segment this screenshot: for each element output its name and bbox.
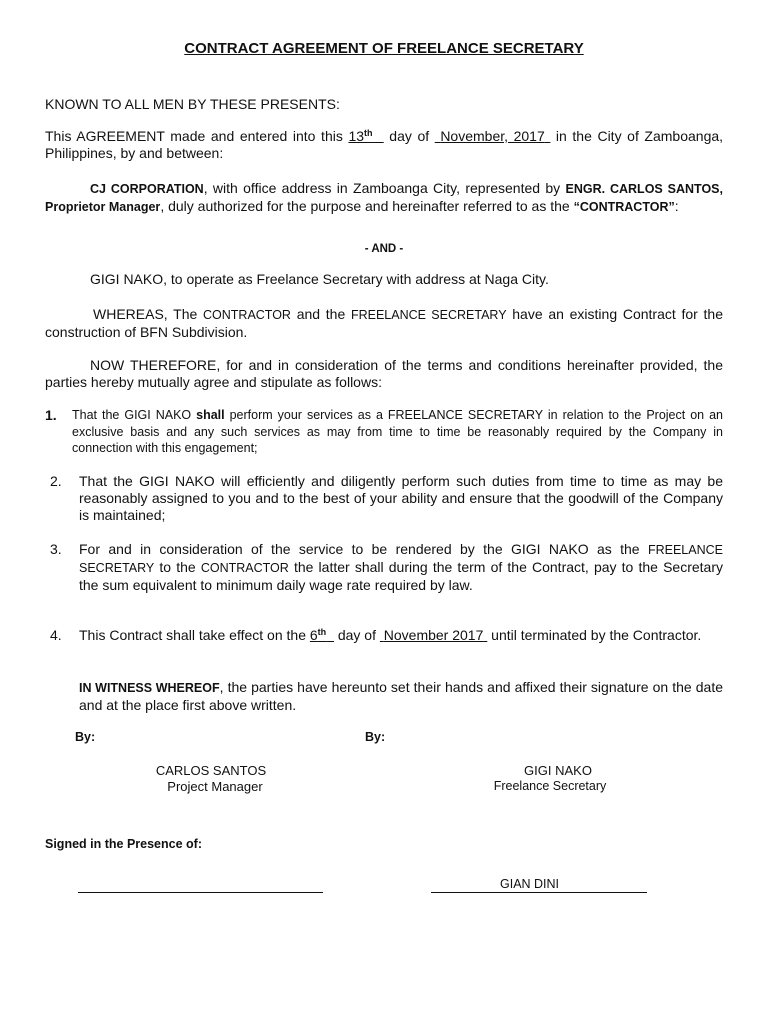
clause-4-text-3: until terminated by the Contractor. [487, 627, 702, 643]
left-signatory-name: CARLOS SANTOS [155, 763, 267, 778]
known-to-all-men-heading: KNOWN TO ALL MEN BY THESE PRESENTS: [45, 96, 340, 112]
clause-4-month-year [380, 627, 487, 643]
whereas-freelance-secretary: FREELANCE SECRETARY [350, 308, 507, 322]
clause-3-text-3: the latter shall during the term of the Contract, pay to the Secretary the sum equivalent to minimum daily wage rate required by law. [79, 559, 723, 593]
intro-text-1: This AGREEMENT made and entered into this [45, 128, 349, 144]
clause-3-freelance-secretary: FREELANCE SECRETARY [79, 543, 723, 575]
intro-month-year [435, 128, 551, 144]
witness-1-signature-line [78, 892, 323, 893]
clause-2-number: 2. [50, 473, 62, 489]
left-signatory-title: Project Manager [167, 779, 263, 794]
clause-1-shall: shall [196, 408, 225, 422]
clause-3-text-1: For and in consideration of the service to be rendered by the GIGI NAKO as the [79, 541, 648, 557]
by-label-right: By: [365, 730, 386, 744]
intro-day-suffix: th [364, 128, 373, 138]
party-two-text-2: with address at Naga City. [382, 271, 549, 287]
party-two-role: Freelance Secretary [256, 271, 383, 287]
witness-heading: IN WITNESS WHEREOF [79, 681, 220, 695]
clause-4-day-number: 6 [309, 627, 318, 643]
party-one-text-2: , duly authorized for the purpose and hereinafter referred to as the [160, 198, 574, 214]
party-two-name: GIGI NAKO [90, 271, 164, 287]
whereas-contractor: CONTRACTOR [203, 308, 291, 322]
witness-paragraph [79, 679, 723, 714]
clause-3-contractor: CONTRACTOR [200, 561, 289, 575]
witness-2-signature-line [431, 892, 647, 893]
witness-text: , the parties have hereunto set their hands and affixed their signature on the date and at the place first above written. [79, 679, 723, 713]
party-one-alias: “CONTRACTOR” [573, 200, 675, 214]
party-two-paragraph [45, 271, 723, 288]
whereas-text-2: and the [290, 306, 351, 322]
clause-3-text [79, 541, 723, 594]
now-therefore-paragraph: NOW THEREFORE, for and in consideration of the terms and conditions hereinafter provided, the parties hereby mutually agree and stipulate as follows: [45, 357, 723, 390]
clause-1-number: 1. [45, 407, 57, 423]
intro-day [348, 128, 383, 144]
intro-paragraph [45, 128, 723, 162]
clause-4-month-year-text: November 2017 [383, 627, 484, 643]
clause-4-day [310, 627, 334, 643]
party-one-text-1: , with office address in Zamboanga City, represented by [203, 180, 566, 196]
right-signatory-name: GIGI NAKO [524, 763, 592, 778]
witness-2-name: GIAN DINI [500, 877, 560, 891]
and-separator: - AND - [364, 243, 404, 255]
clause-3-number: 3. [50, 541, 62, 557]
clause-4-text-2: day of [333, 627, 380, 643]
right-signatory-title: Freelance Secretary [493, 779, 607, 793]
party-one-representative: ENGR. CARLOS SANTOS, Proprietor Manager [45, 182, 723, 214]
clause-3-text-2: to the [154, 559, 201, 575]
signed-in-presence-label: Signed in the Presence of: [45, 837, 202, 851]
clause-4-text [79, 627, 723, 644]
whereas-paragraph [45, 306, 723, 341]
clause-4-day-suffix: th [317, 627, 327, 637]
intro-day-number: 13 [348, 128, 365, 144]
document-title: CONTRACT AGREEMENT OF FREELANCE SECRETARY [184, 40, 584, 57]
clause-4 [45, 627, 723, 663]
whereas-text-3: have an existing Contract for the construction of BFN Subdivision. [45, 306, 723, 340]
party-one-name: CJ CORPORATION [90, 182, 204, 196]
by-label-left: By: [75, 730, 96, 744]
clause-2 [45, 473, 723, 527]
clause-3 [45, 541, 723, 611]
intro-text-3: in the City of Zamboanga, Philippines, by and between: [45, 128, 724, 161]
intro-month-year-text: November, 2017 [440, 128, 545, 144]
clause-4-text-1: This Contract shall take effect on the [79, 627, 310, 643]
clause-4-number: 4. [50, 627, 62, 643]
intro-text-2: day of [383, 128, 435, 144]
clause-1-text [72, 407, 723, 457]
clause-1 [45, 407, 723, 459]
whereas-text-1: WHEREAS, The [93, 306, 203, 322]
party-one-text-3: : [674, 198, 679, 214]
clause-1-text-2: perform your services as a FREELANCE SECRETARY in relation to the Project on an exclusive basis and any such services as may from time to time be reasonably required by the Company in connection with this engagement; [72, 408, 723, 455]
party-one-paragraph [45, 180, 723, 216]
clause-2-text: That the GIGI NAKO will efficiently and diligently perform such duties from time to time as may be reasonably assigned to you and to the best of your ability and ensure that the goodwill of the Company is maintained; [79, 473, 723, 523]
party-two-text-1: , to operate as [163, 271, 257, 287]
clause-1-text-1: That the GIGI NAKO [72, 408, 197, 422]
